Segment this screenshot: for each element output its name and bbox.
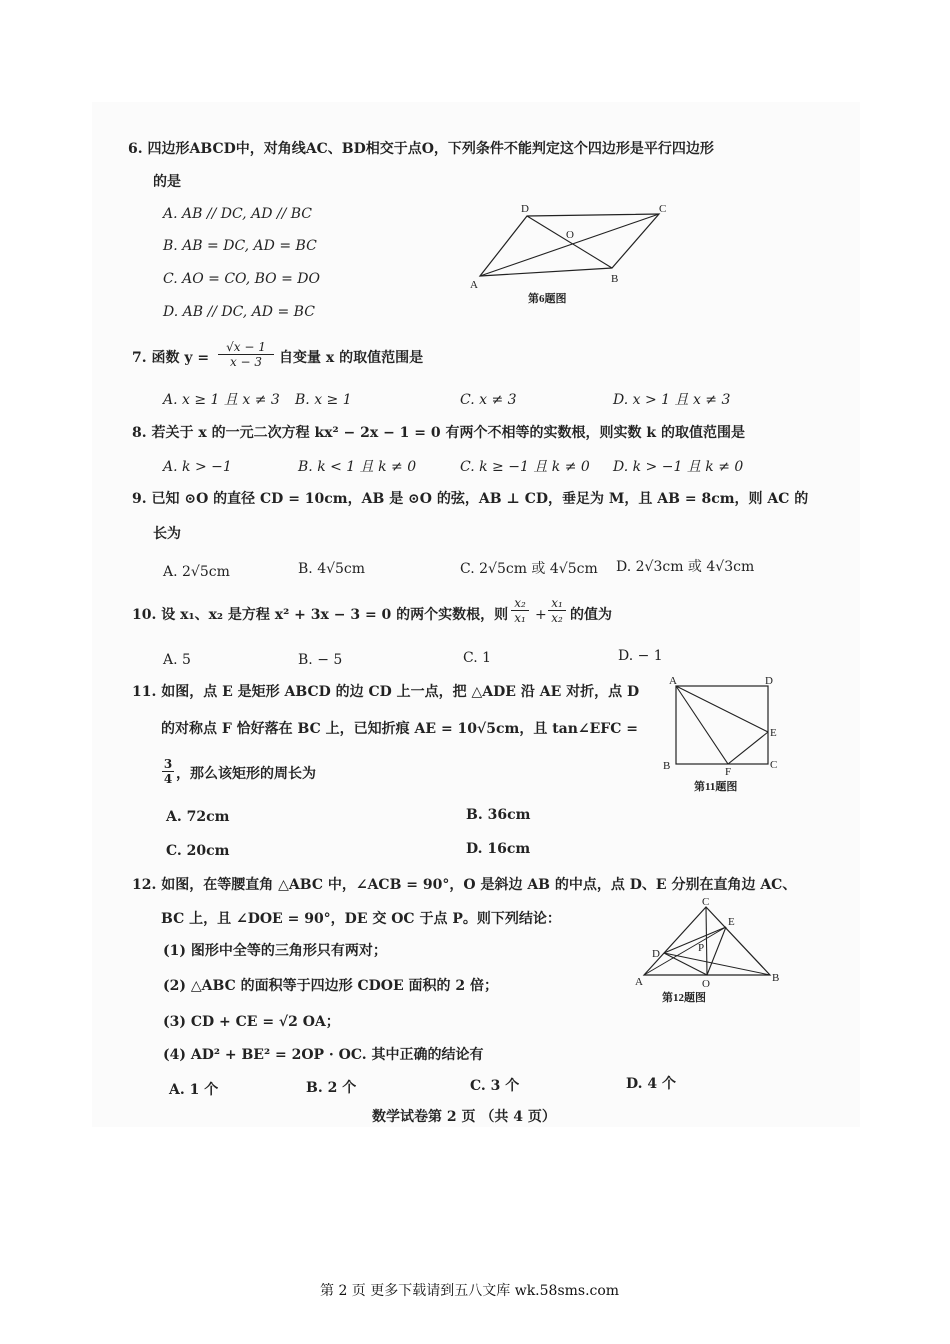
q11-stem-line1: 11. 如图，点 E 是矩形 ABCD 的边 CD 上一点，把 △ADE 沿 AE 对折，点 D <box>132 684 640 700</box>
q10-frac1-numerator: x₂ <box>514 596 526 610</box>
q12-conclusion-2: (2) △ABC 的面积等于四边形 CDOE 面积的 2 倍； <box>163 978 498 994</box>
q12-option-d: D. 4 个 <box>626 1076 677 1092</box>
q7-fraction <box>218 340 274 369</box>
q10-plus: + <box>535 607 547 623</box>
q11-option-b: B. 36cm <box>466 807 531 823</box>
q9-option-a: A. 2√5cm <box>163 564 230 580</box>
q6-figure <box>466 200 686 310</box>
q6-stem-line1: 6. 四边形ABCD中，对角线AC、BD相交于点O，下列条件不能判定这个四边形是平行四边形 <box>128 141 714 157</box>
q11-option-c: C. 20cm <box>166 843 230 859</box>
q9-option-b: B. 4√5cm <box>298 561 366 577</box>
label-b: B <box>772 972 780 984</box>
q10-suffix: 的值为 <box>570 607 612 623</box>
label-a: A <box>635 976 643 988</box>
q10-prefix: 10. 设 x₁、x₂ 是方程 x² + 3x − 3 = 0 的两个实数根，则 <box>132 607 509 623</box>
q7-option-c: C. x ≠ 3 <box>460 392 517 408</box>
q8-option-b: B. k < 1 且 k ≠ 0 <box>298 459 417 475</box>
segment-bd <box>664 953 770 975</box>
label-d: D <box>765 675 773 687</box>
q10-option-a: A. 5 <box>163 652 191 668</box>
q12-stem-line1: 12. 如图，在等腰直角 △ABC 中，∠ACB = 90°，O 是斜边 AB 的中点，点 D、E 分别在直角边 AC、 <box>132 877 797 893</box>
page-footer: 数学试卷第 2 页 （共 4 页） <box>372 1109 556 1125</box>
q11-figure <box>662 672 787 797</box>
q10-fraction-1 <box>511 596 529 625</box>
segment-oc <box>706 907 707 975</box>
q10-fraction-2 <box>548 596 566 625</box>
label-e: E <box>728 916 735 928</box>
q11-option-a: A. 72cm <box>166 809 230 825</box>
q6-figure-caption: 第6题图 <box>528 293 567 305</box>
q12-option-b: B. 2 个 <box>306 1080 357 1096</box>
q10-option-b: B. − 5 <box>298 652 343 668</box>
q7-prefix: 7. 函数 y = <box>132 350 210 366</box>
q8-stem: 8. 若关于 x 的一元二次方程 kx² − 2x − 1 = 0 有两个不相等的实数根，则实数 k 的取值范围是 <box>132 425 745 441</box>
label-c: C <box>770 759 778 771</box>
q11-frac-numerator: 3 <box>163 757 173 771</box>
q7-option-b: B. x ≥ 1 <box>295 392 352 408</box>
q9-option-c: C. 2√5cm 或 4√5cm <box>460 561 598 577</box>
segment-fe <box>728 732 768 764</box>
q10-option-d: D. − 1 <box>618 648 663 664</box>
label-o: O <box>566 229 574 241</box>
q12-figure-caption: 第12题图 <box>662 992 706 1004</box>
q6-option-c: C. AO = CO, BO = DO <box>163 271 320 287</box>
q6-option-d: D. AB // DC, AD = BC <box>163 304 315 320</box>
q12-stem-line2: BC 上，且 ∠DOE = 90°，DE 交 OC 于点 P。则下列结论： <box>161 911 561 927</box>
fold-line-ae <box>676 686 768 732</box>
diagonal-bd <box>527 216 612 268</box>
q11-stem-line2: 的对称点 F 恰好落在 BC 上，已知折痕 AE = 10√5cm，且 tan∠EFC = <box>161 721 638 737</box>
q12-conclusion-4: (4) AD² + BE² = 2OP · OC. 其中正确的结论有 <box>163 1047 484 1063</box>
q7-option-a: A. x ≥ 1 且 x ≠ 3 <box>163 392 280 408</box>
q10-frac1-denominator: x₁ <box>511 610 529 625</box>
q6-option-b: B. AB = DC, AD = BC <box>163 238 317 254</box>
label-b: B <box>663 760 671 772</box>
q9-option-d: D. 2√3cm 或 4√3cm <box>616 559 755 575</box>
label-o: O <box>702 978 710 990</box>
label-d: D <box>652 948 660 960</box>
segment-do <box>664 953 707 975</box>
label-p: P <box>698 942 705 954</box>
q12-conclusion-1: (1) 图形中全等的三角形只有两对； <box>163 943 387 959</box>
q12-conclusion-3: (3) CD + CE = √2 OA； <box>163 1014 340 1030</box>
q12-option-c: C. 3 个 <box>470 1078 520 1094</box>
q10-option-c: C. 1 <box>463 650 492 666</box>
segment-af <box>676 686 728 764</box>
q8-option-a: A. k > −1 <box>163 459 232 475</box>
q11-figure-caption: 第11题图 <box>694 781 738 793</box>
q6-stem-line2: 的是 <box>153 174 181 190</box>
q11-stem-line3: ，那么该矩形的周长为 <box>176 766 316 782</box>
label-c: C <box>702 896 710 908</box>
q11-frac-denominator: 4 <box>163 772 173 786</box>
label-d: D <box>521 203 529 215</box>
q7-option-d: D. x > 1 且 x ≠ 3 <box>613 392 731 408</box>
label-a: A <box>669 675 677 687</box>
q7-denominator: x − 3 <box>218 354 274 369</box>
q10-frac2-denominator: x₂ <box>548 610 566 625</box>
label-b: B <box>611 273 619 285</box>
q10-frac2-numerator: x₁ <box>551 596 563 610</box>
q8-option-c: C. k ≥ −1 且 k ≠ 0 <box>460 459 590 475</box>
q7-suffix: 自变量 x 的取值范围是 <box>279 350 424 366</box>
q8-option-d: D. k > −1 且 k ≠ 0 <box>613 459 744 475</box>
label-a: A <box>470 279 478 291</box>
q9-stem-line1: 9. 已知 ⊙O 的直径 CD = 10cm，AB 是 ⊙O 的弦，AB ⊥ CD，垂足为 M，且 AB = 8cm，则 AC 的 <box>132 491 809 507</box>
label-c: C <box>659 203 667 215</box>
q11-option-d: D. 16cm <box>466 841 531 857</box>
q9-stem-line2: 长为 <box>153 526 181 542</box>
q6-option-a: A. AB // DC, AD // BC <box>163 206 313 222</box>
label-f: F <box>725 766 732 778</box>
label-e: E <box>770 727 777 739</box>
q11-fraction <box>162 757 174 786</box>
bottom-note: 第 2 页 更多下载请到五八文库 wk.58sms.com <box>320 1283 620 1299</box>
q7-numerator: √x − 1 <box>226 340 266 354</box>
q12-figure <box>630 893 795 1013</box>
q12-option-a: A. 1 个 <box>169 1082 219 1098</box>
